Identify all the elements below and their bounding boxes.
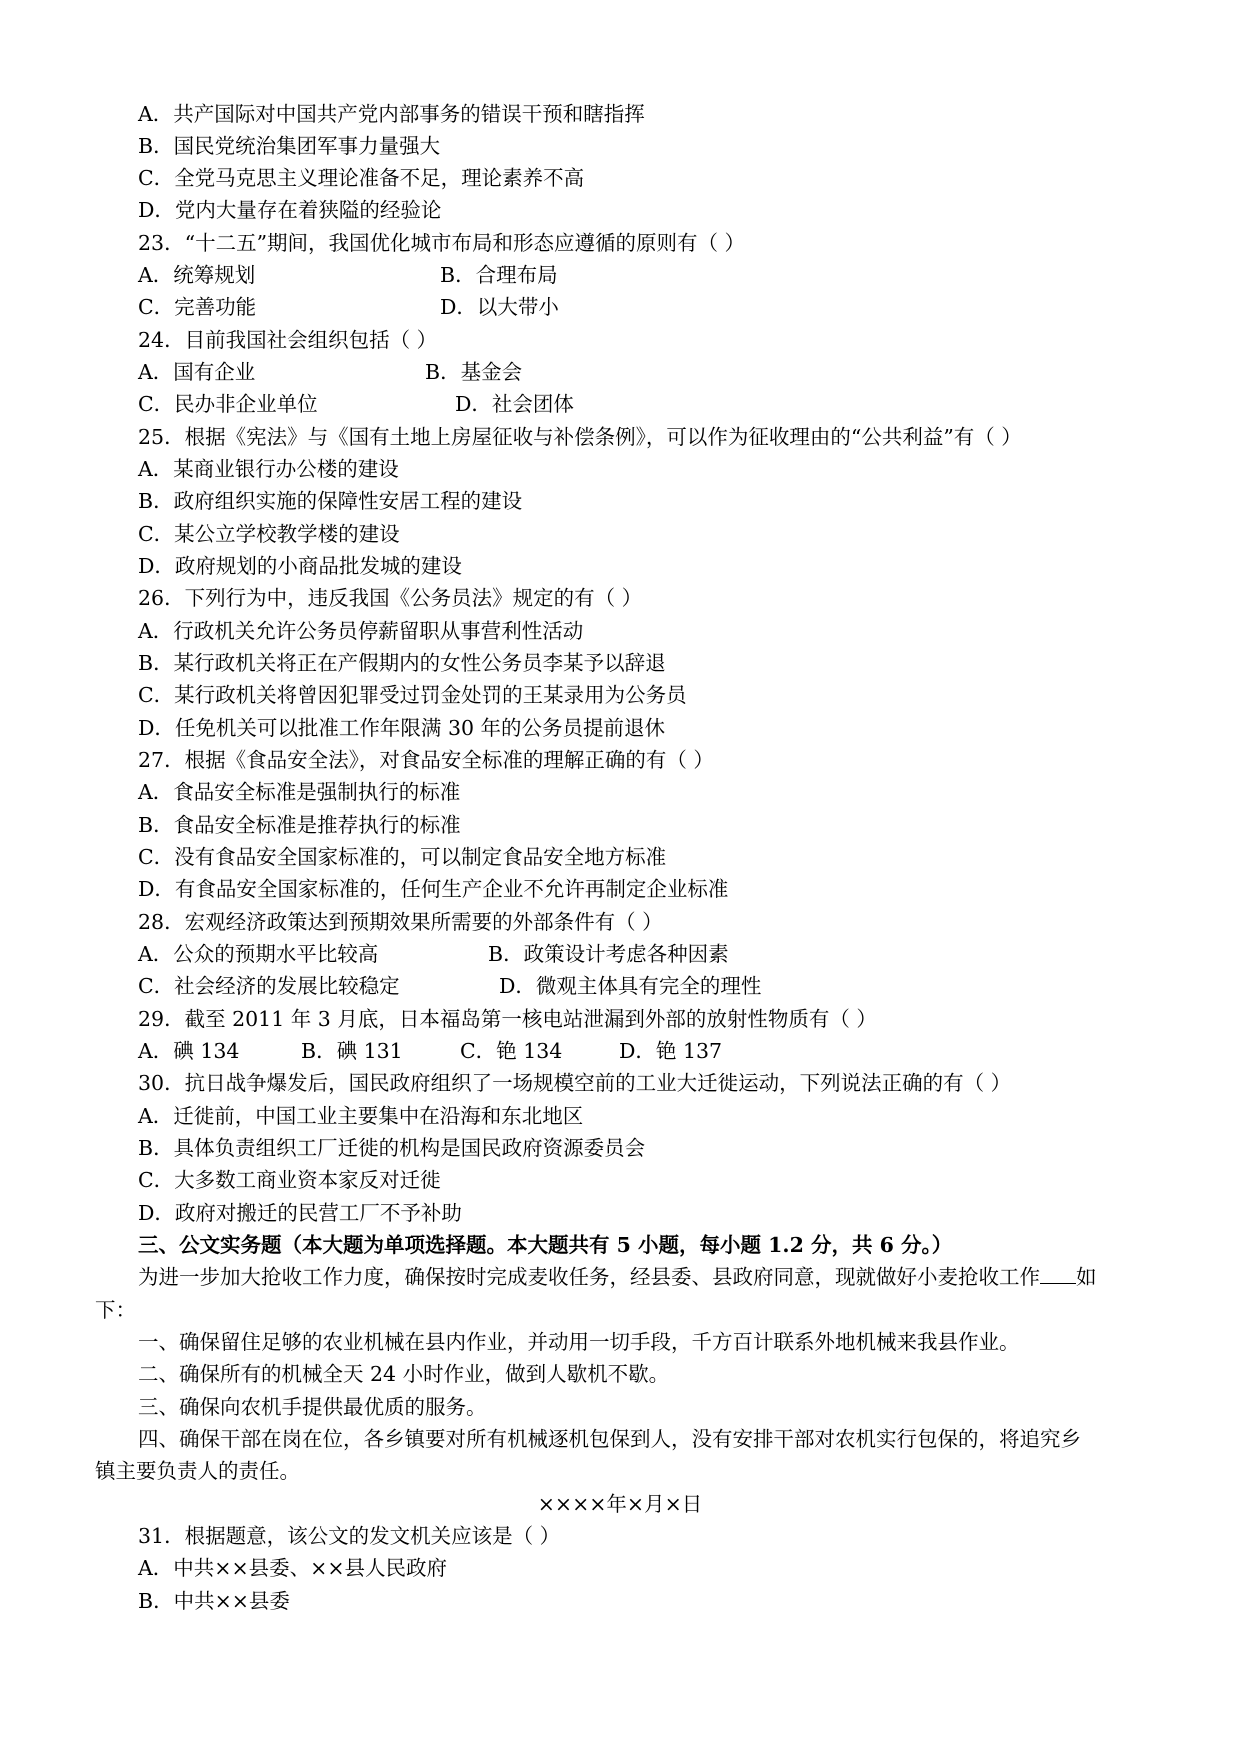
q24-option-c: C．民办非企业单位 [138, 392, 318, 416]
q26-stem: 26．下列行为中，违反我国《公务员法》规定的有（ ） [138, 586, 643, 610]
q28-option-c: C．社会经济的发展比较稳定 [138, 974, 400, 998]
q27-option-a: A．食品安全标准是强制执行的标准 [138, 780, 461, 804]
q24-option-d: D．社会团体 [455, 392, 574, 416]
section3-intro-wrap: 下： [95, 1298, 136, 1322]
q29-option-b: B．碘 131 [301, 1039, 403, 1063]
q27-option-b: B．食品安全标准是推荐执行的标准 [138, 813, 461, 837]
q28-stem: 28．宏观经济政策达到预期效果所需要的外部条件有（ ） [138, 910, 663, 934]
q26-option-d: D．任免机关可以批准工作年限满 30 年的公务员提前退休 [138, 716, 666, 740]
q28-option-d: D．微观主体具有完全的理性 [499, 974, 762, 998]
section3-intro-text: 为进一步加大抢收工作力度，确保按时完成麦收任务，经县委、县政府同意，现就做好小麦抢收工作 [138, 1265, 1040, 1289]
q25-option-a: A．某商业银行办公楼的建设 [138, 457, 399, 481]
q22-option-c: C．全党马克思主义理论准备不足，理论素养不高 [138, 166, 585, 190]
q23-options-row1 [138, 259, 738, 292]
q25-option-c: C．某公立学校教学楼的建设 [138, 522, 400, 546]
q24-options-row1 [138, 356, 738, 389]
q24-stem: 24．目前我国社会组织包括（ ） [138, 328, 438, 352]
q27-stem: 27．根据《食品安全法》，对食品安全标准的理解正确的有（ ） [138, 748, 714, 772]
q27-option-d: D．有食品安全国家标准的，任何生产企业不允许再制定企业标准 [138, 877, 729, 901]
notice-item-4-wrap: 镇主要负责人的责任。 [95, 1459, 300, 1483]
q27-option-c: C．没有食品安全国家标准的，可以制定食品安全地方标准 [138, 845, 667, 869]
q29-stem: 29．截至 2011 年 3 月底，日本福岛第一核电站泄漏到外部的放射性物质有（ ） [138, 1007, 877, 1031]
q28-option-b: B．政策设计考虑各种因素 [488, 942, 729, 966]
notice-item-1: 一、确保留住足够的农业机械在县内作业，并动用一切手段，千方百计联系外地机械来我县作业。 [138, 1330, 1020, 1354]
q23-stem: 23．“十二五”期间，我国优化城市布局和形态应遵循的原则有（ ） [138, 231, 746, 255]
notice-item-3: 三、确保向农机手提供最优质的服务。 [138, 1395, 487, 1419]
q30-option-a: A．迁徙前，中国工业主要集中在沿海和东北地区 [138, 1104, 584, 1128]
q24-options-row2 [138, 388, 738, 421]
q31-option-a: A．中共××县委、××县人民政府 [138, 1556, 448, 1580]
section3-intro [138, 1261, 1097, 1294]
q23-options-row2 [138, 291, 738, 324]
q29-option-c: C．铯 134 [460, 1039, 563, 1063]
q30-option-d: D．政府对搬迁的民营工厂不予补助 [138, 1201, 462, 1225]
q28-options-row1 [138, 938, 838, 971]
q22-option-b: B．国民党统治集团军事力量强大 [138, 134, 441, 158]
q25-option-b: B．政府组织实施的保障性安居工程的建设 [138, 489, 523, 513]
q26-option-c: C．某行政机关将曾因犯罪受过罚金处罚的王某录用为公务员 [138, 683, 687, 707]
notice-item-2: 二、确保所有的机械全天 24 小时作业，做到人歇机不歇。 [138, 1362, 670, 1386]
q23-option-c: C．完善功能 [138, 295, 257, 319]
q24-option-b: B．基金会 [425, 360, 523, 384]
q28-options-row2 [138, 970, 838, 1003]
q31-stem: 31．根据题意，该公文的发文机关应该是（ ） [138, 1524, 561, 1548]
q30-option-b: B．具体负责组织工厂迁徙的机构是国民政府资源委员会 [138, 1136, 646, 1160]
notice-item-4: 四、确保干部在岗在位，各乡镇要对所有机械逐机包保到人，没有安排干部对农机实行包保的，将追究乡 [138, 1427, 1081, 1451]
q28-option-a: A．公众的预期水平比较高 [138, 942, 379, 966]
q29-option-a: A．碘 134 [138, 1039, 240, 1063]
q26-option-b: B．某行政机关将正在产假期内的女性公务员李某予以辞退 [138, 651, 666, 675]
q24-option-a: A．国有企业 [138, 360, 256, 384]
q29-option-d: D．铯 137 [619, 1039, 723, 1063]
notice-date: ××××年×月×日 [537, 1492, 703, 1516]
q23-option-a: A．统筹规划 [138, 263, 256, 287]
section3-heading: 三、公文实务题（本大题为单项选择题。本大题共有 5 小题，每小题 1.2 分，共 6 分。） [138, 1233, 953, 1257]
q29-options-row [138, 1035, 838, 1068]
fill-in-blank [1040, 1261, 1076, 1284]
q25-stem: 25．根据《宪法》与《国有土地上房屋征收与补偿条例》，可以作为征收理由的“公共利益”有（ ） [138, 425, 1022, 449]
q22-option-d: D．党内大量存在着狭隘的经验论 [138, 198, 442, 222]
q23-option-b: B．合理布局 [440, 263, 558, 287]
q31-option-b: B．中共××县委 [138, 1589, 290, 1613]
q30-option-c: C．大多数工商业资本家反对迁徙 [138, 1168, 441, 1192]
q23-option-d: D．以大带小 [440, 295, 559, 319]
q30-stem: 30．抗日战争爆发后，国民政府组织了一场规模空前的工业大迁徙运动，下列说法正确的有（ ） [138, 1071, 1012, 1095]
q25-option-d: D．政府规划的小商品批发城的建设 [138, 554, 462, 578]
section3-intro-tail: 如 [1076, 1265, 1097, 1289]
q26-option-a: A．行政机关允许公务员停薪留职从事营利性活动 [138, 619, 584, 643]
q22-option-a: A．共产国际对中国共产党内部事务的错误干预和瞎指挥 [138, 102, 645, 126]
